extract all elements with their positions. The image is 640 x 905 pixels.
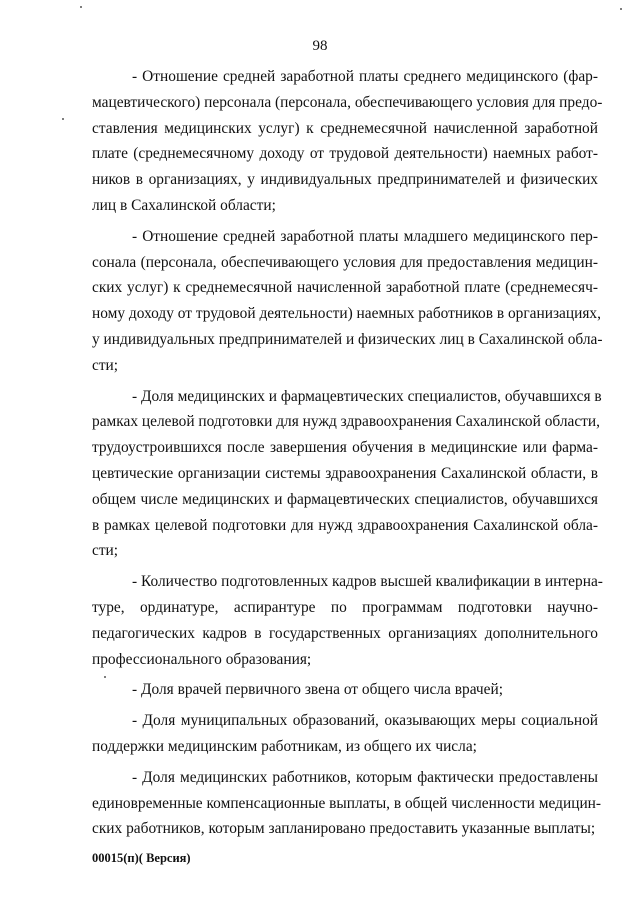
text-line: сонала (персонала, обеспечивающего условия для предоставления медицин-: [92, 253, 598, 271]
scan-speck: [62, 118, 64, 120]
text-line: - Отношение средней заработной платы среднего медицинского (фар-: [132, 68, 598, 85]
scan-speck: [104, 676, 106, 678]
text-line: рамках целевой подготовки для нужд здравоохранения Сахалинской области,: [92, 413, 600, 431]
text-line: сти;: [92, 356, 119, 374]
paragraph: [92, 765, 602, 842]
text-line: ставления медицинских услуг) к среднемесячной начисленной заработной: [92, 119, 598, 137]
text-line: - Доля медицинских работников, которым фактически предоставлены: [132, 768, 598, 786]
text-line: плате (среднемесячному доходу от трудовой деятельности) наемных работ-: [92, 145, 598, 163]
text-line: ному доходу от трудовой деятельности) наемных работников в организациях,: [92, 305, 601, 323]
text-line: ских работников, которым запланировано предоставить указанные выплаты;: [92, 820, 596, 838]
page-number: 98: [312, 38, 328, 54]
paragraph: [92, 569, 603, 672]
text-line: ских услуг) к среднемесячной начисленной заработной плате (среднемесяч-: [92, 279, 598, 297]
paragraph: [92, 677, 598, 703]
paragraph: [92, 224, 603, 379]
text-line: трудоустроившихся после завершения обучения в медицинские или фарма-: [92, 439, 598, 457]
text-line: профессионального образования;: [92, 650, 312, 668]
scan-speck: [620, 8, 622, 10]
text-line: педагогических кадров в государственных организациях дополнительного: [92, 624, 598, 642]
text-line: у индивидуальных предпринимателей и физических лиц в Сахалинской обла-: [92, 330, 603, 348]
text-line: туре, ординатуре, аспирантуре по программам подготовки научно-: [92, 598, 598, 616]
text-line: мацевтического) персонала (персонала, обеспечивающего условия для предо-: [92, 93, 603, 111]
document-body: [92, 64, 603, 847]
text-line: цевтические организации системы здравоохранения Сахалинской области, в: [92, 464, 598, 482]
text-line: единовременные компенсационные выплаты, в общей численности медицин-: [92, 794, 602, 812]
paragraph: [92, 64, 603, 219]
text-line: - Количество подготовленных кадров высшей квалификации в интерна-: [132, 573, 603, 591]
document-footer: 00015(п)( Версия): [92, 851, 191, 865]
text-line: - Доля медицинских и фармацевтических специалистов, обучавшихся в: [132, 387, 602, 405]
text-line: ников в организациях, у индивидуальных предпринимателей и физических: [92, 171, 598, 189]
text-line: - Доля муниципальных образований, оказывающих меры социальной: [132, 712, 598, 730]
scan-speck: [80, 6, 82, 8]
text-line: поддержки медицинским работникам, из общего их числа;: [92, 737, 477, 755]
text-line: - Доля врачей первичного звена от общего числа врачей;: [132, 681, 503, 699]
text-line: сти;: [92, 542, 119, 560]
paragraph: [92, 384, 602, 565]
text-line: общем числе медицинских и фармацевтических специалистов, обучавшихся: [92, 490, 598, 508]
text-line: лиц в Сахалинской области;: [92, 196, 276, 214]
text-line: - Отношение средней заработной платы младшего медицинского пер-: [132, 227, 598, 245]
text-line: в рамках целевой подготовки для нужд здравоохранения Сахалинской обла-: [92, 516, 598, 534]
paragraph: [92, 708, 598, 760]
